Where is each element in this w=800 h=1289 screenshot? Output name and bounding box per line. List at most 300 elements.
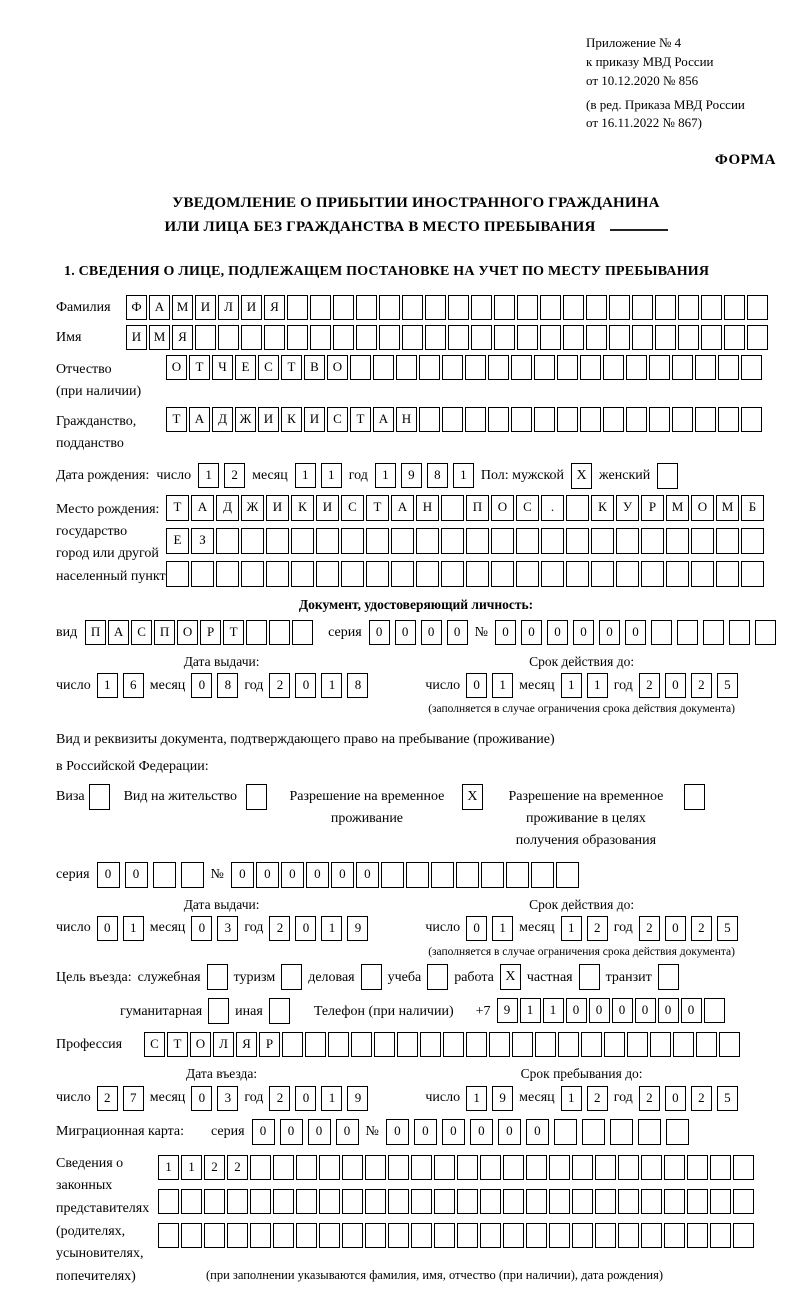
char-box[interactable] — [181, 862, 204, 888]
char-box[interactable]: Р — [259, 1032, 280, 1057]
char-box[interactable] — [153, 862, 176, 888]
char-box[interactable]: М — [666, 495, 689, 521]
char-box[interactable]: П — [85, 620, 106, 645]
char-box[interactable] — [441, 561, 464, 587]
purpose-private-checkbox[interactable] — [579, 964, 600, 990]
char-box[interactable] — [227, 1223, 248, 1248]
char-box[interactable] — [626, 407, 647, 432]
char-box[interactable] — [341, 561, 364, 587]
char-box[interactable]: Я — [236, 1032, 257, 1057]
char-box[interactable] — [581, 1032, 602, 1057]
char-box[interactable] — [557, 407, 578, 432]
char-box[interactable] — [650, 1032, 671, 1057]
char-box[interactable]: И — [126, 325, 147, 350]
char-box[interactable] — [687, 1189, 708, 1214]
char-box[interactable] — [305, 1032, 326, 1057]
char-box[interactable] — [591, 528, 614, 554]
char-box[interactable] — [541, 528, 564, 554]
char-box[interactable]: 0 — [308, 1119, 331, 1145]
char-box[interactable] — [554, 1119, 577, 1145]
purpose-work-checkbox[interactable]: X — [500, 964, 521, 990]
char-box[interactable] — [701, 325, 722, 350]
char-box[interactable] — [366, 528, 389, 554]
char-box[interactable] — [273, 1155, 294, 1180]
char-box[interactable] — [649, 407, 670, 432]
char-box[interactable] — [388, 1189, 409, 1214]
char-box[interactable] — [535, 1032, 556, 1057]
char-box[interactable] — [603, 407, 624, 432]
char-box[interactable]: 0 — [386, 1119, 409, 1145]
char-box[interactable] — [566, 528, 589, 554]
char-box[interactable] — [710, 1223, 731, 1248]
char-box[interactable] — [563, 325, 584, 350]
char-box[interactable] — [296, 1189, 317, 1214]
char-box[interactable]: О — [177, 620, 198, 645]
char-box[interactable] — [195, 325, 216, 350]
char-box[interactable]: 0 — [612, 998, 633, 1023]
char-box[interactable]: О — [691, 495, 714, 521]
char-box[interactable]: 1 — [181, 1155, 202, 1180]
char-box[interactable]: 0 — [295, 673, 316, 698]
char-box[interactable] — [489, 1032, 510, 1057]
char-box[interactable]: В — [304, 355, 325, 380]
char-box[interactable] — [365, 1189, 386, 1214]
char-box[interactable]: С — [131, 620, 152, 645]
char-box[interactable]: 1 — [321, 1086, 342, 1111]
char-box[interactable] — [218, 325, 239, 350]
char-box[interactable] — [716, 528, 739, 554]
purpose-official-checkbox[interactable] — [207, 964, 228, 990]
char-box[interactable] — [672, 355, 693, 380]
char-box[interactable]: Р — [641, 495, 664, 521]
char-box[interactable]: 0 — [521, 620, 542, 645]
char-box[interactable]: 0 — [252, 1119, 275, 1145]
char-box[interactable] — [664, 1189, 685, 1214]
char-box[interactable] — [595, 1189, 616, 1214]
char-box[interactable]: 1 — [587, 673, 608, 698]
education-residence-checkbox[interactable] — [684, 784, 705, 810]
char-box[interactable] — [506, 862, 529, 888]
char-box[interactable] — [381, 862, 404, 888]
char-box[interactable] — [755, 620, 776, 645]
char-box[interactable] — [710, 1189, 731, 1214]
char-box[interactable]: 0 — [495, 620, 516, 645]
char-box[interactable] — [618, 1189, 639, 1214]
char-box[interactable] — [457, 1155, 478, 1180]
char-box[interactable] — [442, 407, 463, 432]
char-box[interactable] — [531, 862, 554, 888]
char-box[interactable] — [291, 528, 314, 554]
char-box[interactable] — [664, 1223, 685, 1248]
char-box[interactable]: С — [258, 355, 279, 380]
char-box[interactable] — [250, 1189, 271, 1214]
purpose-study-checkbox[interactable] — [427, 964, 448, 990]
char-box[interactable] — [465, 355, 486, 380]
char-box[interactable] — [566, 561, 589, 587]
char-box[interactable]: 0 — [658, 998, 679, 1023]
char-box[interactable] — [586, 325, 607, 350]
char-box[interactable]: К — [291, 495, 314, 521]
char-box[interactable] — [677, 620, 698, 645]
char-box[interactable] — [250, 1155, 271, 1180]
char-box[interactable] — [466, 561, 489, 587]
char-box[interactable]: 2 — [691, 1086, 712, 1111]
char-box[interactable] — [666, 1119, 689, 1145]
char-box[interactable] — [396, 355, 417, 380]
char-box[interactable]: Т — [281, 355, 302, 380]
char-box[interactable] — [316, 561, 339, 587]
char-box[interactable] — [374, 1032, 395, 1057]
char-box[interactable] — [448, 325, 469, 350]
char-box[interactable]: 7 — [123, 1086, 144, 1111]
char-box[interactable] — [292, 620, 313, 645]
char-box[interactable] — [733, 1155, 754, 1180]
char-box[interactable] — [572, 1223, 593, 1248]
char-box[interactable] — [491, 528, 514, 554]
char-box[interactable]: 9 — [347, 916, 368, 941]
char-box[interactable]: 1 — [561, 916, 582, 941]
char-box[interactable] — [366, 561, 389, 587]
char-box[interactable] — [310, 325, 331, 350]
char-box[interactable]: 2 — [227, 1155, 248, 1180]
char-box[interactable] — [316, 528, 339, 554]
char-box[interactable] — [441, 495, 464, 521]
purpose-other-checkbox[interactable] — [269, 998, 290, 1024]
char-box[interactable]: 0 — [526, 1119, 549, 1145]
char-box[interactable]: О — [190, 1032, 211, 1057]
char-box[interactable]: 2 — [97, 1086, 118, 1111]
char-box[interactable] — [488, 355, 509, 380]
char-box[interactable]: 5 — [717, 1086, 738, 1111]
char-box[interactable] — [626, 355, 647, 380]
char-box[interactable] — [481, 862, 504, 888]
char-box[interactable] — [580, 407, 601, 432]
char-box[interactable] — [591, 561, 614, 587]
char-box[interactable] — [319, 1155, 340, 1180]
char-box[interactable] — [655, 325, 676, 350]
char-box[interactable] — [310, 295, 331, 320]
char-box[interactable] — [517, 295, 538, 320]
char-box[interactable]: 1 — [543, 998, 564, 1023]
char-box[interactable]: 8 — [427, 463, 448, 488]
char-box[interactable]: 0 — [191, 673, 212, 698]
char-box[interactable] — [391, 528, 414, 554]
char-box[interactable] — [319, 1189, 340, 1214]
char-box[interactable]: И — [316, 495, 339, 521]
male-checkbox[interactable]: X — [571, 463, 592, 489]
char-box[interactable] — [641, 561, 664, 587]
char-box[interactable]: 3 — [217, 1086, 238, 1111]
char-box[interactable]: 6 — [123, 673, 144, 698]
char-box[interactable] — [687, 1223, 708, 1248]
char-box[interactable] — [572, 1155, 593, 1180]
char-box[interactable]: 0 — [231, 862, 254, 888]
char-box[interactable]: 2 — [587, 1086, 608, 1111]
char-box[interactable] — [204, 1189, 225, 1214]
char-box[interactable]: Д — [216, 495, 239, 521]
char-box[interactable] — [342, 1189, 363, 1214]
char-box[interactable]: 1 — [561, 1086, 582, 1111]
char-box[interactable] — [666, 528, 689, 554]
char-box[interactable]: Т — [366, 495, 389, 521]
temporary-residence-checkbox[interactable]: X — [462, 784, 483, 810]
char-box[interactable] — [641, 1189, 662, 1214]
char-box[interactable]: 1 — [453, 463, 474, 488]
char-box[interactable] — [466, 528, 489, 554]
char-box[interactable] — [603, 355, 624, 380]
char-box[interactable]: А — [149, 295, 170, 320]
char-box[interactable]: 5 — [717, 673, 738, 698]
char-box[interactable]: Т — [350, 407, 371, 432]
char-box[interactable] — [503, 1189, 524, 1214]
char-box[interactable]: Д — [212, 407, 233, 432]
char-box[interactable] — [491, 561, 514, 587]
char-box[interactable] — [241, 325, 262, 350]
char-box[interactable] — [541, 561, 564, 587]
char-box[interactable]: М — [172, 295, 193, 320]
char-box[interactable]: С — [516, 495, 539, 521]
char-box[interactable] — [632, 325, 653, 350]
char-box[interactable]: 1 — [561, 673, 582, 698]
char-box[interactable] — [273, 1189, 294, 1214]
char-box[interactable]: 1 — [466, 1086, 487, 1111]
char-box[interactable]: У — [616, 495, 639, 521]
char-box[interactable] — [397, 1032, 418, 1057]
char-box[interactable] — [388, 1155, 409, 1180]
char-box[interactable] — [666, 561, 689, 587]
char-box[interactable] — [466, 1032, 487, 1057]
char-box[interactable] — [582, 1119, 605, 1145]
char-box[interactable] — [566, 495, 589, 521]
char-box[interactable]: 0 — [547, 620, 568, 645]
char-box[interactable] — [291, 561, 314, 587]
char-box[interactable] — [441, 528, 464, 554]
char-box[interactable] — [733, 1223, 754, 1248]
char-box[interactable] — [365, 1223, 386, 1248]
char-box[interactable]: 0 — [665, 1086, 686, 1111]
char-box[interactable] — [716, 561, 739, 587]
char-box[interactable] — [534, 355, 555, 380]
char-box[interactable]: Я — [172, 325, 193, 350]
char-box[interactable]: 0 — [369, 620, 390, 645]
char-box[interactable] — [480, 1155, 501, 1180]
char-box[interactable] — [416, 528, 439, 554]
char-box[interactable] — [431, 862, 454, 888]
char-box[interactable] — [691, 561, 714, 587]
char-box[interactable] — [534, 407, 555, 432]
char-box[interactable]: К — [591, 495, 614, 521]
char-box[interactable] — [333, 295, 354, 320]
char-box[interactable]: 0 — [665, 673, 686, 698]
char-box[interactable] — [549, 1155, 570, 1180]
residence-permit-checkbox[interactable] — [246, 784, 267, 810]
char-box[interactable] — [691, 528, 714, 554]
char-box[interactable] — [379, 325, 400, 350]
char-box[interactable]: О — [491, 495, 514, 521]
char-box[interactable]: С — [327, 407, 348, 432]
char-box[interactable]: 0 — [470, 1119, 493, 1145]
char-box[interactable]: Я — [264, 295, 285, 320]
char-box[interactable]: 0 — [295, 1086, 316, 1111]
char-box[interactable] — [480, 1223, 501, 1248]
char-box[interactable] — [342, 1155, 363, 1180]
char-box[interactable] — [741, 355, 762, 380]
char-box[interactable]: 2 — [691, 673, 712, 698]
char-box[interactable] — [465, 407, 486, 432]
char-box[interactable]: 1 — [492, 673, 513, 698]
char-box[interactable]: 0 — [97, 862, 120, 888]
char-box[interactable]: З — [191, 528, 214, 554]
char-box[interactable]: 9 — [497, 998, 518, 1023]
char-box[interactable]: 1 — [158, 1155, 179, 1180]
char-box[interactable]: 0 — [306, 862, 329, 888]
char-box[interactable]: 1 — [375, 463, 396, 488]
char-box[interactable] — [627, 1032, 648, 1057]
char-box[interactable] — [641, 1223, 662, 1248]
char-box[interactable]: Ч — [212, 355, 233, 380]
char-box[interactable] — [411, 1189, 432, 1214]
char-box[interactable] — [616, 528, 639, 554]
char-box[interactable]: 0 — [125, 862, 148, 888]
char-box[interactable] — [391, 561, 414, 587]
char-box[interactable]: Т — [166, 495, 189, 521]
char-box[interactable] — [741, 407, 762, 432]
char-box[interactable] — [419, 407, 440, 432]
char-box[interactable] — [618, 1223, 639, 1248]
visa-checkbox[interactable] — [89, 784, 110, 810]
char-box[interactable] — [733, 1189, 754, 1214]
char-box[interactable] — [266, 561, 289, 587]
char-box[interactable]: Р — [200, 620, 221, 645]
char-box[interactable]: 0 — [665, 916, 686, 941]
char-box[interactable]: 2 — [691, 916, 712, 941]
char-box[interactable] — [724, 325, 745, 350]
char-box[interactable] — [572, 1189, 593, 1214]
char-box[interactable] — [595, 1223, 616, 1248]
char-box[interactable] — [526, 1223, 547, 1248]
char-box[interactable] — [287, 325, 308, 350]
char-box[interactable]: 0 — [466, 673, 487, 698]
char-box[interactable]: Н — [416, 495, 439, 521]
char-box[interactable] — [517, 325, 538, 350]
char-box[interactable] — [448, 295, 469, 320]
char-box[interactable]: 0 — [635, 998, 656, 1023]
char-box[interactable] — [333, 325, 354, 350]
char-box[interactable] — [166, 561, 189, 587]
char-box[interactable]: Ж — [241, 495, 264, 521]
female-checkbox[interactable] — [657, 463, 678, 489]
char-box[interactable] — [216, 528, 239, 554]
char-box[interactable] — [471, 325, 492, 350]
char-box[interactable] — [556, 862, 579, 888]
char-box[interactable]: И — [266, 495, 289, 521]
char-box[interactable] — [419, 355, 440, 380]
char-box[interactable] — [586, 295, 607, 320]
char-box[interactable] — [695, 355, 716, 380]
char-box[interactable]: 0 — [625, 620, 646, 645]
char-box[interactable]: 0 — [566, 998, 587, 1023]
char-box[interactable] — [443, 1032, 464, 1057]
char-box[interactable]: Е — [235, 355, 256, 380]
char-box[interactable] — [540, 295, 561, 320]
char-box[interactable]: М — [149, 325, 170, 350]
char-box[interactable] — [158, 1189, 179, 1214]
char-box[interactable] — [718, 407, 739, 432]
char-box[interactable] — [678, 295, 699, 320]
char-box[interactable] — [471, 295, 492, 320]
char-box[interactable]: 0 — [336, 1119, 359, 1145]
char-box[interactable] — [609, 325, 630, 350]
char-box[interactable]: 0 — [191, 1086, 212, 1111]
char-box[interactable] — [703, 620, 724, 645]
char-box[interactable]: 0 — [414, 1119, 437, 1145]
char-box[interactable]: 9 — [492, 1086, 513, 1111]
char-box[interactable] — [655, 295, 676, 320]
char-box[interactable] — [241, 528, 264, 554]
char-box[interactable] — [442, 355, 463, 380]
char-box[interactable]: 0 — [442, 1119, 465, 1145]
char-box[interactable] — [747, 295, 768, 320]
char-box[interactable]: 1 — [295, 463, 316, 488]
char-box[interactable] — [526, 1189, 547, 1214]
char-box[interactable]: 2 — [269, 916, 290, 941]
char-box[interactable] — [741, 528, 764, 554]
char-box[interactable]: Т — [166, 407, 187, 432]
char-box[interactable]: 0 — [681, 998, 702, 1023]
char-box[interactable] — [266, 528, 289, 554]
char-box[interactable] — [216, 561, 239, 587]
char-box[interactable]: А — [108, 620, 129, 645]
char-box[interactable]: 2 — [639, 673, 660, 698]
char-box[interactable] — [241, 561, 264, 587]
purpose-humanitarian-checkbox[interactable] — [208, 998, 229, 1024]
char-box[interactable] — [651, 620, 672, 645]
char-box[interactable] — [273, 1223, 294, 1248]
char-box[interactable] — [609, 295, 630, 320]
char-box[interactable]: 2 — [269, 673, 290, 698]
char-box[interactable] — [191, 561, 214, 587]
char-box[interactable] — [282, 1032, 303, 1057]
char-box[interactable]: О — [166, 355, 187, 380]
char-box[interactable] — [595, 1155, 616, 1180]
char-box[interactable]: 0 — [447, 620, 468, 645]
char-box[interactable] — [350, 355, 371, 380]
char-box[interactable] — [641, 1155, 662, 1180]
char-box[interactable] — [558, 1032, 579, 1057]
char-box[interactable]: 2 — [224, 463, 245, 488]
char-box[interactable]: 1 — [520, 998, 541, 1023]
char-box[interactable] — [664, 1155, 685, 1180]
char-box[interactable] — [580, 355, 601, 380]
char-box[interactable]: О — [327, 355, 348, 380]
char-box[interactable] — [695, 407, 716, 432]
char-box[interactable] — [420, 1032, 441, 1057]
char-box[interactable] — [425, 295, 446, 320]
char-box[interactable] — [516, 528, 539, 554]
char-box[interactable] — [710, 1155, 731, 1180]
char-box[interactable]: Т — [223, 620, 244, 645]
char-box[interactable] — [672, 407, 693, 432]
char-box[interactable]: 0 — [331, 862, 354, 888]
char-box[interactable]: 1 — [321, 916, 342, 941]
char-box[interactable] — [549, 1189, 570, 1214]
char-box[interactable]: . — [541, 495, 564, 521]
char-box[interactable]: И — [241, 295, 262, 320]
char-box[interactable] — [610, 1119, 633, 1145]
char-box[interactable]: 1 — [97, 673, 118, 698]
char-box[interactable] — [434, 1155, 455, 1180]
char-box[interactable] — [494, 295, 515, 320]
